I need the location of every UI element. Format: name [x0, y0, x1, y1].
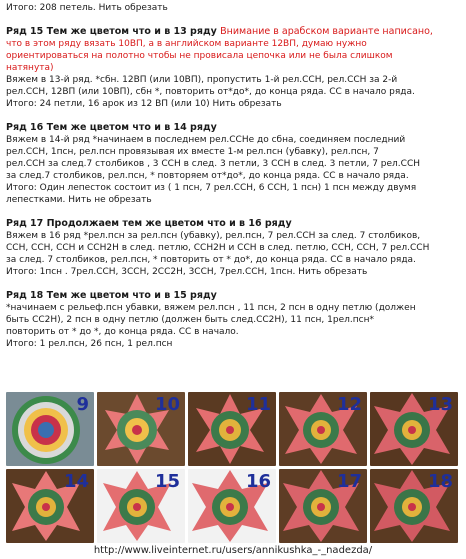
photo-number: 11	[245, 394, 271, 415]
text-line: Итого: 1 рел.псн, 26 псн, 1 рел.псн	[6, 339, 173, 349]
crochet-photo	[370, 392, 458, 466]
photo-number: 13	[427, 394, 453, 415]
photo-number: 9	[76, 394, 89, 415]
crochet-photo	[188, 469, 276, 543]
photo-number: 17	[336, 471, 362, 492]
crochet-photo	[6, 392, 94, 466]
text-line: повторить от * до *, до конца ряда. СС в начало.	[6, 327, 239, 337]
text-line: быть СС2Н), 2 псн в одну петлю (должен быть след.СС2Н), 11 псн, 1рел.псн*	[6, 315, 374, 325]
warning-text: натянута)	[6, 63, 54, 73]
photo-number: 14	[63, 471, 89, 492]
text-line: Итого: 1псн . 7рел.ССН, 3ССН, 2СС2Н, 3ССН, 7рел.ССН, 1псн. Нить обрезать	[6, 267, 368, 277]
row15-title: Ряд 15 Тем же цветом что и в 13 ряду	[6, 26, 217, 37]
photo-number: 10	[154, 394, 180, 415]
photo-number: 16	[245, 471, 271, 492]
photo-number: 15	[154, 471, 180, 492]
text-line: *начинаем с рельеф.псн убавки, вяжем рел.псн , 11 псн, 2 псн в одну петлю (должен	[6, 303, 416, 313]
text-line: Итого: Один лепесток состоит из ( 1 псн, 7 рел.ССН, 6 ССН, 1 псн) 1 псн между двумя	[6, 183, 417, 193]
text-line: рел.ССН, 12ВП (или 10ВП), сбн *, повторить от*до*, до конца ряда. СС в начало ряда.	[6, 87, 415, 97]
text-line: Вяжем в 16 ряд *рел.псн за рел.псн (убавку), рел.псн, 7 рел.ССН за след. 7 столбиков,	[6, 231, 421, 241]
crochet-photo	[370, 469, 458, 543]
crochet-photo	[6, 469, 94, 543]
warning-text: ориентироваться на полотно чтобы не провисала цепочка или не была слишком	[6, 51, 393, 61]
warning-text: что в этом ряду вязать 10ВП, а в английском варианте 12ВП, думаю нужно	[6, 39, 367, 49]
crochet-photo	[188, 392, 276, 466]
crochet-photo	[97, 469, 185, 543]
text-line: лепестками. Нить не обрезать	[6, 195, 152, 205]
text-line: за след. 7 столбиков, рел.псн, * повторить от * до*, до конца ряда. СС в начало ряда.	[6, 255, 416, 265]
photo-row-2	[6, 469, 458, 543]
text-line: за след.7 столбиков, рел.псн, * повторяем от*до*, до конца ряда. СС в начало ряда.	[6, 171, 409, 181]
photo-grid	[6, 392, 458, 544]
text-line: ССН, ССН, ССН и ССН2Н в след. петлю, ССН2Н и ССН в след. петлю, ССН, ССН, 7 рел.ССН	[6, 243, 430, 253]
crochet-photo	[97, 392, 185, 466]
text-line: рел.ССН, 1псн, рел.псн провязывая их вместе 1-м рел.псн (убавку), рел.псн, 7	[6, 147, 379, 157]
row16-title: Ряд 16 Тем же цветом что и в 14 ряду	[6, 122, 217, 133]
text-line: Вяжем в 14-й ряд *начинаем в последнем рел.ССНе до сбна, соединяем последний	[6, 135, 406, 145]
text-line: Вяжем в 13-й ряд. *сбн. 12ВП (или 10ВП), пропустить 1-й рел.ССН, рел.ССН за 2-й	[6, 75, 398, 85]
row15-heading	[6, 26, 460, 38]
row17-title: Ряд 17 Продолжаем тем же цветом что и в 16 ряду	[6, 218, 292, 229]
text-line: Итого: 24 петли, 16 арок из 12 ВП (или 10) Нить обрезать	[6, 99, 282, 109]
photo-number: 18	[427, 471, 453, 492]
photo-number: 12	[336, 394, 362, 415]
text-line: Итого: 208 петель. Нить обрезать	[6, 3, 168, 13]
photo-row-1	[6, 392, 458, 466]
watermark-url: http://www.liveinternet.ru/users/annikushka_-_nadezda/	[93, 545, 373, 556]
crochet-photo	[279, 469, 367, 543]
row18-title: Ряд 18 Тем же цветом что и в 15 ряду	[6, 290, 217, 301]
warning-text: Внимание в арабском варианте написано,	[220, 26, 433, 37]
text-line: рел.ССН за след.7 столбиков , 3 ССН в след. 3 петли, 3 ССН в след. 3 петли, 7 рел.ССН	[6, 159, 421, 169]
crochet-photo	[279, 392, 367, 466]
